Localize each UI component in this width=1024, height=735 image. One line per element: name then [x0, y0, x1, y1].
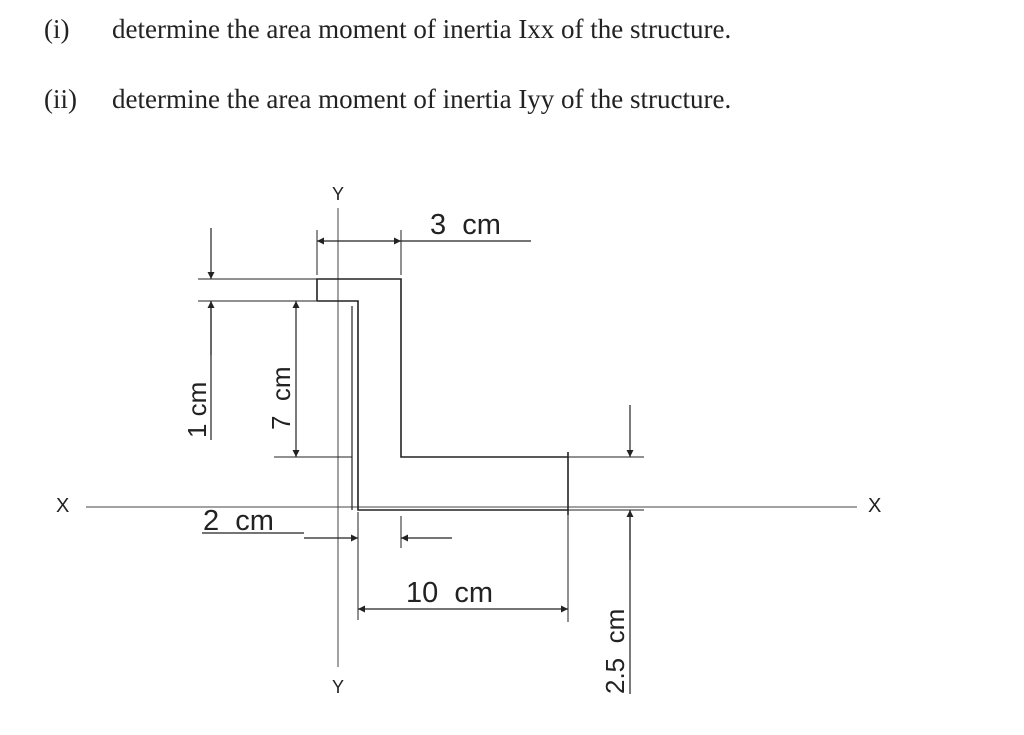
y-axis-label-top: Y [332, 184, 345, 204]
dim-10cm-label: 10 cm [406, 577, 494, 609]
y-axis-label-bottom: Y [332, 677, 345, 697]
structure-web-outline [317, 301, 568, 510]
question-1-number: (i) [44, 14, 70, 44]
x-axis-label-right: X [868, 495, 882, 517]
dim-1cm-label: 1 cm [182, 381, 212, 438]
question-1-text: determine the area moment of inertia Ixx of the structure. [112, 14, 732, 44]
structure-top-outline [317, 279, 568, 457]
x-axis-label-left: X [56, 495, 70, 517]
dim-2cm-label: 2 cm [203, 505, 274, 537]
question-2-number: (ii) [44, 84, 77, 114]
dim-7cm-label: 7 cm [266, 366, 296, 430]
dim-2.5cm-label: 2.5 cm [600, 608, 630, 694]
dim-3cm-label: 3 cm [430, 209, 501, 241]
question-2-text: determine the area moment of inertia Iyy of the structure. [112, 84, 732, 114]
